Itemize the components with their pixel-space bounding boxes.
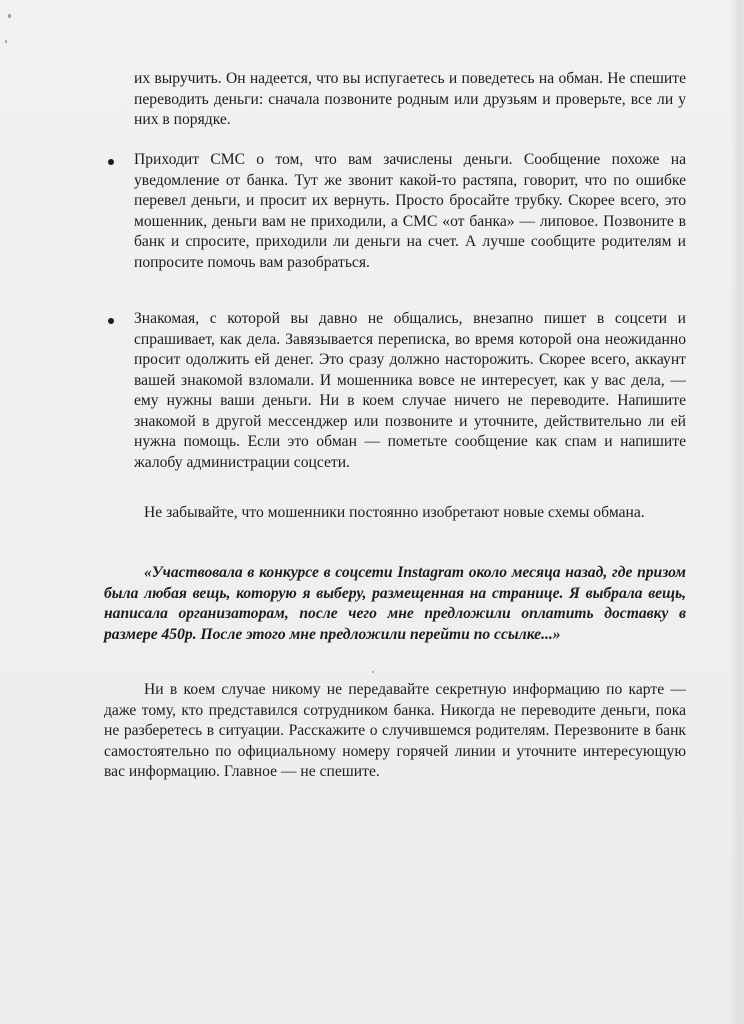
bullet-item-social: [104, 309, 686, 473]
bullet-text: Знакомая, с которой вы давно не общались, внезапно пишет в соцсети и спрашивает, как дела. Завязывается переписка, во время которой она неожиданно просит одолжить ей денег. Это сразу должно насторожить. Скорее всего, аккаунт вашей знакомой взломали. И мошенника вовсе не интересует, как у вас дела, — ему нужны ваши деньги. Ни в коем случае ничего не переводите. Напишите знакомой в другой мессенджер или позвоните и уточните, действительно ли ей нужна помощь. Если это обман — пометьте сообщение как спам и напишите жалобу администрации соцсети.: [134, 310, 686, 471]
bullet-icon: [108, 318, 114, 324]
testimonial-quote: «Участвовала в конкурсе в соцсети Instagram около месяца назад, где призом была любая вещь, которую я выберу, размещенная на странице. Я выбрала вещь, написала организаторам, после чего мне предложили оплатить доставку в размере 450р. После этого мне предложили перейти по ссылке...»: [104, 564, 686, 643]
advice-paragraph: Ни в коем случае никому не передавайте секретную информацию по карте — даже тому, кто представился сотрудником банка. Никогда не переводите деньги, пока не разберетесь в ситуации. Расскажите о случившемся родителям. Перезвоните в банк самостоятельно по официальному номеру горячей линии и уточните интересующую вас информацию. Главное — не спешите.: [104, 681, 686, 780]
reminder-paragraph: Не забывайте, что мошенники постоянно изобретают новые схемы обмана.: [144, 504, 645, 521]
scan-speck: [5, 40, 7, 43]
bullet-icon: [108, 159, 114, 165]
page-edge-shadow: [730, 0, 744, 1024]
scan-speck: [8, 14, 11, 18]
scan-speck: [372, 671, 374, 673]
continuation-paragraph: их выручить. Он надеется, что вы испугаетесь и поведетесь на обман. Не спешите переводить деньги: сначала позвоните родным или друзьям и проверьте, все ли у них в порядке.: [134, 70, 686, 128]
bullet-text: Приходит СМС о том, что вам зачислены деньги. Сообщение похоже на уведомление от банка. Тут же звонит какой-то растяпа, говорит, что по ошибке перевел деньги, и просит их вернуть. Просто бросайте трубку. Скорее всего, это мошенник, деньги вам не приходили, а СМС «от банка» — липовое. Позвоните в банк и спросите, приходили ли деньги на счет. А лучше сообщите родителям и попросите помочь вам разобраться.: [134, 151, 686, 271]
bullet-item-sms: [104, 150, 686, 273]
